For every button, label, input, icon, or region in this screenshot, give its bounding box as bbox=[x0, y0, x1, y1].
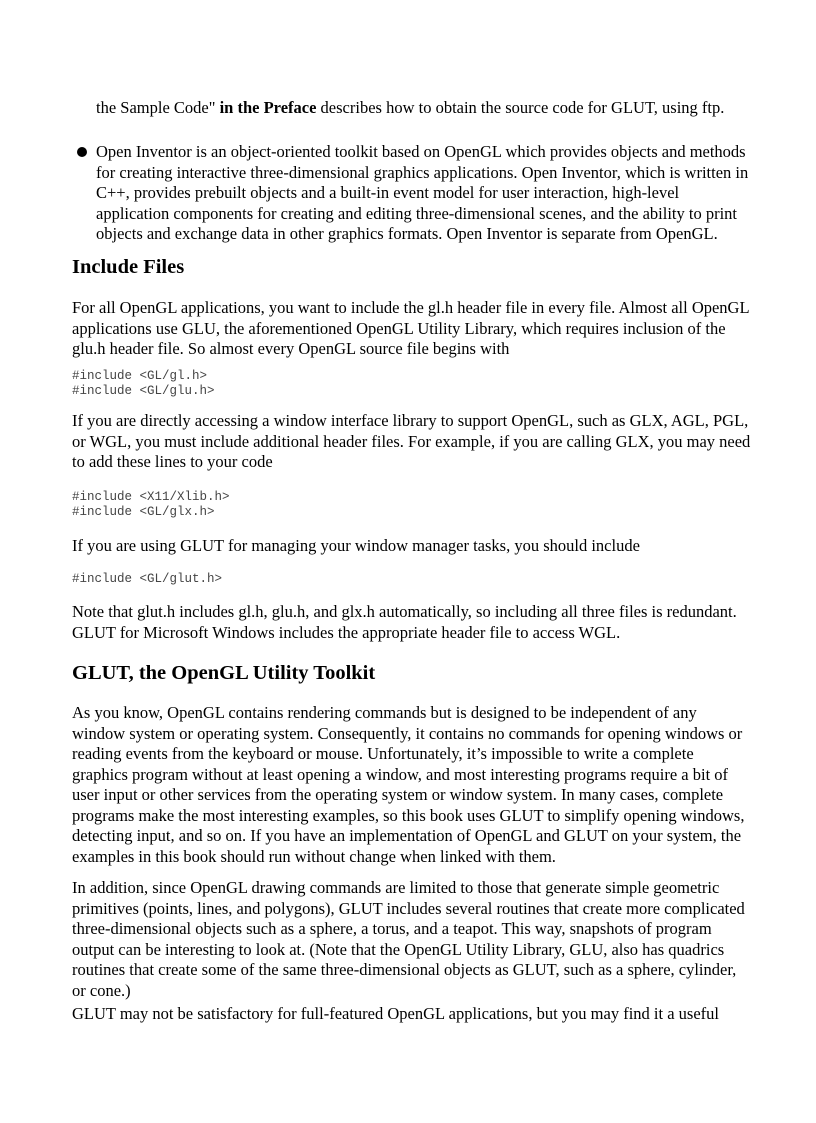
code-line: #include <GL/glx.h> bbox=[72, 505, 215, 519]
bullet-text: Open Inventor is an object-oriented toolkit based on OpenGL which provides objects and methods for creating interactive three-dimensional graphics applications. Open Inventor, which is written in C++, provides prebuilt objects and a built-in event model for user interaction, high-level application components for creating and editing three-dimensional scenes, and the ability to print objects and exchange data in other graphics formats. Open Inventor is separate from OpenGL. bbox=[96, 142, 749, 243]
preface-continuation bbox=[96, 98, 756, 119]
glut-paragraph-2: In addition, since OpenGL drawing commands are limited to those that generate simple geometric primitives (points, lines, and polygons), GLUT includes several routines that create more complicated three-dimensional objects such as a sphere, a torus, and a teapot. This way, snapshots of program output can be interesting to look at. (Note that the OpenGL Utility Library, GLU, also has quadrics routines that create some of the same three-dimensional objects as GLUT, such as a sphere, cylinder, or cone.) bbox=[72, 878, 745, 1000]
include-files-heading: Include Files bbox=[72, 256, 185, 278]
code-line: #include <GL/glu.h> bbox=[72, 384, 215, 398]
include-files-paragraph-1: For all OpenGL applications, you want to include the gl.h header file in every file. Almost all OpenGL applications use GLU, the aforementioned OpenGL Utility Library, which requires inclusion of the glu.h header file. So almost every OpenGL source file begins with bbox=[72, 298, 749, 358]
code-line: #include <GL/glut.h> bbox=[72, 572, 223, 586]
code-block-glx-includes bbox=[72, 490, 230, 520]
include-files-paragraph-4: Note that glut.h includes gl.h, glu.h, and glx.h automatically, so including all three files is redundant. GLUT for Microsoft Windows includes the appropriate header file to access WGL. bbox=[72, 602, 737, 642]
continuation-text-end: describes how to obtain the source code for GLUT, using ftp. bbox=[316, 98, 725, 117]
open-inventor-bullet bbox=[96, 142, 754, 245]
code-line: #include <X11/Xlib.h> bbox=[72, 490, 230, 504]
preface-bold-phrase: in the Preface bbox=[219, 98, 317, 117]
code-line: #include <GL/gl.h> bbox=[72, 369, 208, 383]
glut-paragraph-3: GLUT may not be satisfactory for full-featured OpenGL applications, but you may find it a useful bbox=[72, 1004, 719, 1023]
glut-paragraph-1: As you know, OpenGL contains rendering commands but is designed to be independent of any window system or operating system. Consequently, it contains no commands for opening windows or reading events from the keyboard or mouse. Unfortunately, it’s impossible to write a complete graphics program without at least opening a window, and most interesting programs require a bit of user input or other services from the operating system or window system. In many cases, complete programs make the most interesting examples, so this book uses GLUT to simplify opening windows, detecting input, and so on. If you have an implementation of OpenGL and GLUT on your system, the examples in this book should run without change when linked with them. bbox=[72, 703, 745, 866]
code-block-glut-include bbox=[72, 572, 222, 587]
code-block-gl-includes bbox=[72, 369, 215, 399]
bullet-dot-icon bbox=[77, 147, 87, 157]
continuation-text-start: the Sample Code" bbox=[96, 98, 220, 117]
include-files-paragraph-3: If you are using GLUT for managing your window manager tasks, you should include bbox=[72, 536, 640, 555]
include-files-paragraph-2: If you are directly accessing a window interface library to support OpenGL, such as GLX, AGL, PGL, or WGL, you must include additional header files. For example, if you are calling GLX, you may need to add these lines to your code bbox=[72, 411, 751, 471]
glut-heading: GLUT, the OpenGL Utility Toolkit bbox=[72, 662, 376, 684]
